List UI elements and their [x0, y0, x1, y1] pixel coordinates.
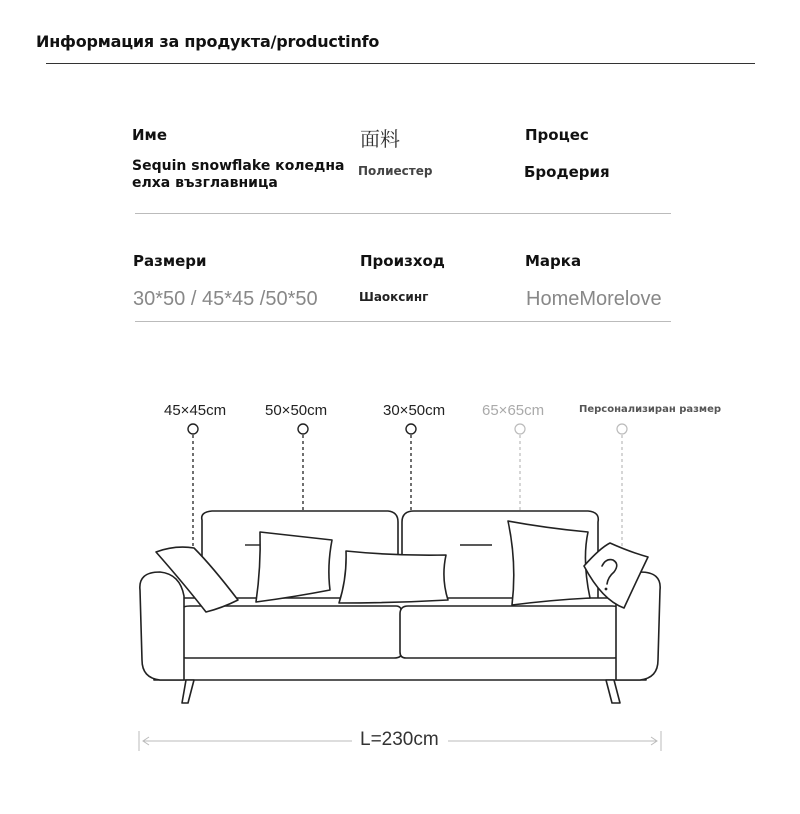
brand-value: HomeMorelove	[526, 288, 662, 310]
size-option-65: 65×65cm	[482, 402, 545, 419]
size-option-custom: Персонализиран размер	[579, 404, 722, 415]
marker-30x50	[406, 424, 416, 434]
leg-left	[182, 680, 194, 703]
name-value-line-2: елха възглавница	[132, 175, 278, 191]
marker-65	[515, 424, 525, 434]
pillow-65	[508, 521, 590, 605]
size-option-50: 50×50cm	[265, 402, 328, 419]
size-label: Размери	[133, 252, 207, 270]
origin-value: Шаоксинг	[359, 290, 429, 304]
page-title: Информация за продукта/productinfo	[36, 32, 380, 51]
pillow-50	[256, 532, 332, 602]
marker-45	[188, 424, 198, 434]
arm-left	[140, 572, 184, 680]
process-label: Процес	[525, 126, 589, 144]
process-value: Бродерия	[524, 163, 610, 181]
pillow-30x50	[339, 551, 448, 603]
brand-label: Марка	[525, 252, 582, 270]
size-option-30x50: 30×50cm	[383, 402, 446, 419]
size-option-45: 45×45cm	[164, 402, 227, 419]
name-value-line-1: Sequin snowflake коледна	[132, 158, 345, 174]
material-value: Полиестер	[358, 164, 433, 178]
marker-50	[298, 424, 308, 434]
seat-cushion-right	[400, 606, 622, 658]
length-label: L=230cm	[356, 729, 443, 751]
leg-right	[606, 680, 620, 703]
seat-cushion-left	[178, 606, 402, 658]
size-value: 30*50 / 45*45 /50*50	[133, 288, 318, 310]
name-label: Име	[132, 126, 167, 144]
material-label: 面料	[360, 127, 400, 151]
marker-custom	[617, 424, 627, 434]
origin-label: Произход	[360, 252, 445, 270]
